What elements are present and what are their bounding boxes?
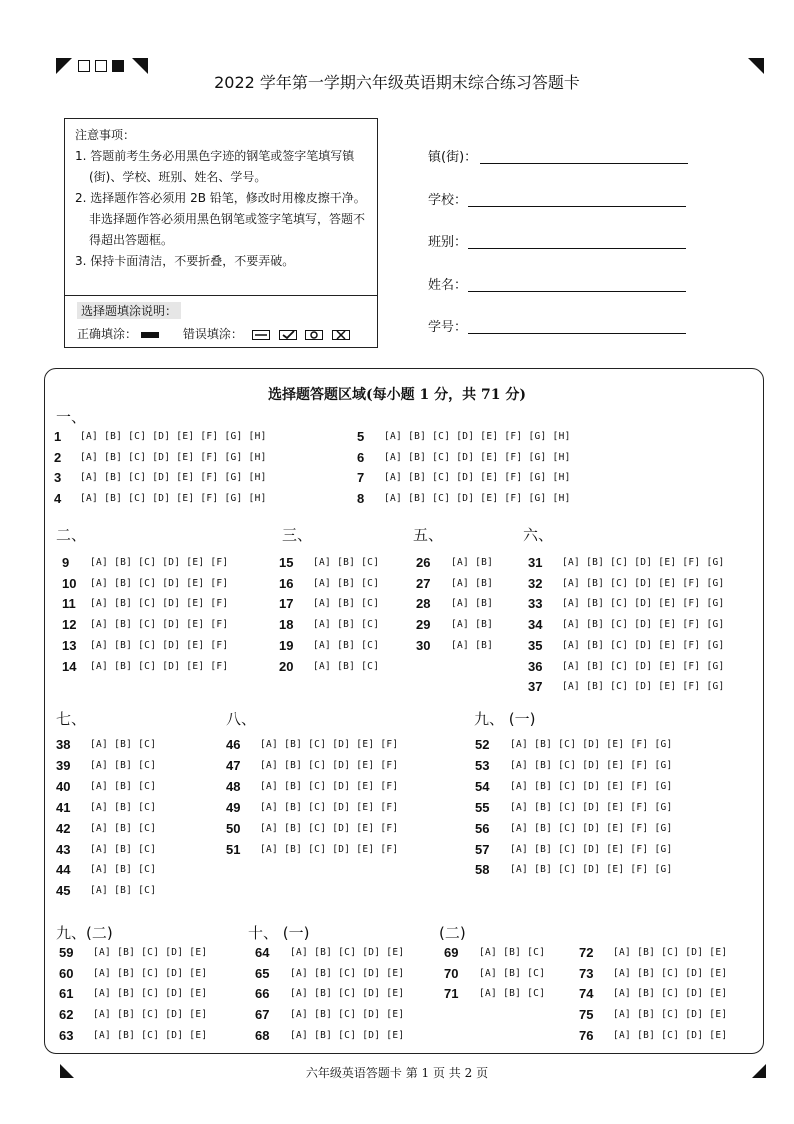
question-number: 58	[475, 862, 490, 878]
answer-bubbles-q9[interactable]: [A] [B] [C] [D] [E] [F]	[90, 557, 229, 568]
answer-bubbles-q2[interactable]: [A] [B] [C] [D] [E] [F] [G] [H]	[80, 451, 267, 463]
answer-bubbles-q17[interactable]: [A] [B] [C]	[313, 598, 380, 610]
question-number: 51	[226, 841, 241, 857]
question-number: 12	[62, 617, 77, 633]
question-number: 49	[226, 799, 241, 815]
answer-bubbles-q59[interactable]: [A] [B] [C] [D] [E]	[93, 947, 208, 958]
section-label: 七、	[56, 710, 87, 728]
answer-bubbles-q66[interactable]: [A] [B] [C] [D] [E]	[290, 988, 405, 1000]
question-number: 48	[226, 778, 241, 794]
answer-bubbles-q19[interactable]: [A] [B] [C]	[313, 639, 380, 651]
question-number: 35	[528, 637, 543, 653]
answer-bubbles-q60[interactable]: [A] [B] [C] [D] [E]	[93, 967, 208, 979]
answer-bubbles-q62[interactable]: [A] [B] [C] [D] [E]	[93, 1009, 208, 1021]
question-number: 52	[475, 737, 490, 752]
question-number: 59	[59, 945, 74, 960]
section-label: 十、 (一)	[248, 924, 310, 942]
legend-correct-label: 正确填涂：	[77, 327, 138, 341]
answer-bubbles-q67[interactable]: [A] [B] [C] [D] [E]	[290, 1009, 405, 1021]
answer-bubbles-q31[interactable]: [A] [B] [C] [D] [E] [F] [G]	[562, 557, 725, 568]
question-number: 17	[279, 596, 294, 612]
question-number: 19	[279, 637, 294, 653]
question-number: 18	[279, 617, 294, 633]
wrong-mark-circle	[305, 330, 323, 340]
correct-mark-sample	[141, 332, 159, 338]
wrong-mark-dash	[252, 330, 270, 340]
answer-bubbles-q55[interactable]: [A] [B] [C] [D] [E] [F] [G]	[510, 801, 673, 813]
question-number: 8	[357, 491, 365, 507]
info-field-student-id[interactable]	[428, 316, 467, 335]
instruction-item: 3. 保持卡面清洁，不要折叠，不要弄破。	[75, 254, 295, 268]
answer-bubbles-q42[interactable]: [A] [B] [C]	[90, 822, 157, 834]
answer-bubbles-q10[interactable]: [A] [B] [C] [D] [E] [F]	[90, 577, 229, 589]
question-number: 67	[255, 1007, 270, 1023]
answer-bubbles-q1[interactable]: [A] [B] [C] [D] [E] [F] [G] [H]	[80, 431, 267, 442]
question-number: 64	[255, 945, 270, 960]
answer-bubbles-q27[interactable]: [A] [B]	[451, 577, 494, 589]
answer-bubbles-q34[interactable]: [A] [B] [C] [D] [E] [F] [G]	[562, 619, 725, 631]
answer-bubbles-q26[interactable]: [A] [B]	[451, 557, 494, 568]
answer-bubbles-q72[interactable]: [A] [B] [C] [D] [E]	[613, 947, 728, 958]
section-label: 一、	[56, 408, 87, 426]
answer-bubbles-q8[interactable]: [A] [B] [C] [D] [E] [F] [G] [H]	[384, 493, 571, 505]
answer-bubbles-q32[interactable]: [A] [B] [C] [D] [E] [F] [G]	[562, 577, 725, 589]
answer-bubbles-q46[interactable]: [A] [B] [C] [D] [E] [F]	[260, 739, 399, 750]
answer-bubbles-q15[interactable]: [A] [B] [C]	[313, 557, 380, 568]
question-number: 43	[56, 841, 71, 857]
answer-bubbles-q44[interactable]: [A] [B] [C]	[90, 864, 157, 876]
wrong-mark-check	[279, 330, 297, 340]
question-number: 2	[54, 449, 62, 465]
question-number: 9	[62, 555, 70, 570]
question-number: 39	[56, 757, 71, 773]
answer-bubbles-q4[interactable]: [A] [B] [C] [D] [E] [F] [G] [H]	[80, 493, 267, 505]
section-label: 八、	[226, 710, 257, 728]
answer-bubbles-q61[interactable]: [A] [B] [C] [D] [E]	[93, 988, 208, 1000]
question-number: 74	[579, 986, 594, 1002]
section-label: 九、 (一)	[474, 710, 536, 728]
question-number: 75	[579, 1007, 594, 1023]
question-number: 60	[59, 965, 74, 981]
answer-bubbles-q38[interactable]: [A] [B] [C]	[90, 739, 157, 750]
question-number: 41	[56, 799, 71, 815]
answer-bubbles-q49[interactable]: [A] [B] [C] [D] [E] [F]	[260, 801, 399, 813]
answer-bubbles-q41[interactable]: [A] [B] [C]	[90, 801, 157, 813]
question-number: 38	[56, 737, 71, 752]
question-number: 65	[255, 965, 270, 981]
question-number: 47	[226, 757, 241, 773]
answer-bubbles-q11[interactable]: [A] [B] [C] [D] [E] [F]	[90, 598, 229, 610]
question-number: 66	[255, 986, 270, 1002]
question-number: 55	[475, 799, 490, 815]
info-field-name[interactable]	[428, 274, 467, 293]
question-number: 69	[444, 945, 459, 960]
question-number: 53	[475, 757, 490, 773]
answer-bubbles-q7[interactable]: [A] [B] [C] [D] [E] [F] [G] [H]	[384, 472, 571, 484]
answer-bubbles-q5[interactable]: [A] [B] [C] [D] [E] [F] [G] [H]	[384, 431, 571, 442]
info-field-town[interactable]	[428, 146, 477, 165]
question-number: 40	[56, 778, 71, 794]
question-number: 63	[59, 1027, 74, 1043]
question-number: 10	[62, 575, 77, 591]
question-number: 44	[56, 862, 71, 878]
answer-bubbles-q13[interactable]: [A] [B] [C] [D] [E] [F]	[90, 639, 229, 651]
section-label: 二、	[56, 526, 87, 544]
answer-bubbles-q3[interactable]: [A] [B] [C] [D] [E] [F] [G] [H]	[80, 472, 267, 484]
question-number: 54	[475, 778, 490, 794]
answer-bubbles-q20[interactable]: [A] [B] [C]	[313, 660, 380, 672]
answer-bubbles-q14[interactable]: [A] [B] [C] [D] [E] [F]	[90, 660, 229, 672]
info-label: 姓名：	[428, 278, 468, 293]
question-number: 7	[357, 470, 365, 486]
question-number: 68	[255, 1027, 270, 1043]
question-number: 5	[357, 429, 365, 444]
question-number: 71	[444, 986, 459, 1002]
info-label: 学校：	[428, 193, 468, 208]
wrong-mark-cross	[332, 330, 350, 340]
answer-bubbles-q45[interactable]: [A] [B] [C]	[90, 885, 157, 897]
question-number: 76	[579, 1027, 594, 1043]
section-label: 三、	[282, 526, 313, 544]
answer-bubbles-q73[interactable]: [A] [B] [C] [D] [E]	[613, 967, 728, 979]
answer-bubbles-q65[interactable]: [A] [B] [C] [D] [E]	[290, 967, 405, 979]
answer-bubbles-q48[interactable]: [A] [B] [C] [D] [E] [F]	[260, 780, 399, 792]
answer-bubbles-q64[interactable]: [A] [B] [C] [D] [E]	[290, 947, 405, 958]
question-number: 56	[475, 820, 490, 836]
legend-title: 选择题填涂说明：	[77, 302, 181, 319]
question-number: 30	[416, 637, 431, 653]
answer-bubbles-q74[interactable]: [A] [B] [C] [D] [E]	[613, 988, 728, 1000]
answer-bubbles-q53[interactable]: [A] [B] [C] [D] [E] [F] [G]	[510, 759, 673, 771]
page-title: 2022 学年第一学期六年级英语期末综合练习答题卡	[214, 73, 580, 92]
question-number: 15	[279, 555, 294, 570]
legend-wrong-label: 错误填涂：	[182, 327, 243, 341]
answer-bubbles-q12[interactable]: [A] [B] [C] [D] [E] [F]	[90, 619, 229, 631]
question-number: 20	[279, 658, 294, 674]
answer-area-title: 选择题答题区域(每小题 1 分，共 71 分)	[268, 387, 526, 403]
question-number: 62	[59, 1007, 74, 1023]
answer-bubbles-q40[interactable]: [A] [B] [C]	[90, 780, 157, 792]
answer-bubbles-q18[interactable]: [A] [B] [C]	[313, 619, 380, 631]
answer-bubbles-q57[interactable]: [A] [B] [C] [D] [E] [F] [G]	[510, 843, 673, 855]
answer-bubbles-q69[interactable]: [A] [B] [C]	[479, 947, 546, 958]
fill-legend	[64, 296, 378, 348]
info-field-school[interactable]	[428, 189, 467, 208]
question-number: 26	[416, 555, 431, 570]
question-number: 72	[579, 945, 594, 960]
instruction-item: 2. 选择题作答必须用 2B 铅笔，修改时用橡皮擦干净。非选择题作答必须用黑色钢笔或签字笔填写，答题不得超出答题框。	[75, 191, 366, 247]
info-label: 学号：	[428, 320, 468, 335]
question-number: 31	[528, 555, 543, 570]
question-number: 13	[62, 637, 77, 653]
question-number: 37	[528, 679, 543, 695]
answer-bubbles-q37[interactable]: [A] [B] [C] [D] [E] [F] [G]	[562, 681, 725, 693]
info-field-class[interactable]	[428, 231, 467, 250]
answer-bubbles-q56[interactable]: [A] [B] [C] [D] [E] [F] [G]	[510, 822, 673, 834]
answer-bubbles-q36[interactable]: [A] [B] [C] [D] [E] [F] [G]	[562, 660, 725, 672]
question-number: 29	[416, 617, 431, 633]
answer-bubbles-q28[interactable]: [A] [B]	[451, 598, 494, 610]
question-number: 46	[226, 737, 241, 752]
section-label: 五、	[413, 526, 444, 544]
answer-bubbles-q76[interactable]: [A] [B] [C] [D] [E]	[613, 1029, 728, 1041]
answer-bubbles-q30[interactable]: [A] [B]	[451, 639, 494, 651]
answer-bubbles-q50[interactable]: [A] [B] [C] [D] [E] [F]	[260, 822, 399, 834]
question-number: 73	[579, 965, 594, 981]
info-label: 镇(街)：	[428, 150, 478, 165]
question-number: 45	[56, 883, 71, 899]
question-number: 3	[54, 470, 62, 486]
section-label: (二)	[439, 924, 466, 942]
instruction-item: 1. 答题前考生务必用黑色字迹的钢笔或签字笔填写镇(街)、学校、班别、姓名、学号。	[75, 149, 355, 184]
question-number: 16	[279, 575, 294, 591]
answer-bubbles-q29[interactable]: [A] [B]	[451, 619, 494, 631]
answer-bubbles-q33[interactable]: [A] [B] [C] [D] [E] [F] [G]	[562, 598, 725, 610]
question-number: 28	[416, 596, 431, 612]
answer-bubbles-q75[interactable]: [A] [B] [C] [D] [E]	[613, 1009, 728, 1021]
answer-bubbles-q35[interactable]: [A] [B] [C] [D] [E] [F] [G]	[562, 639, 725, 651]
question-number: 57	[475, 841, 490, 857]
question-number: 33	[528, 596, 543, 612]
question-number: 36	[528, 658, 543, 674]
question-number: 1	[54, 429, 62, 444]
instructions-box	[64, 118, 378, 296]
question-number: 50	[226, 820, 241, 836]
question-number: 34	[528, 617, 543, 633]
question-number: 42	[56, 820, 71, 836]
question-number: 4	[54, 491, 62, 507]
answer-bubbles-q16[interactable]: [A] [B] [C]	[313, 577, 380, 589]
question-number: 14	[62, 658, 77, 674]
question-number: 11	[62, 596, 76, 612]
answer-bubbles-q68[interactable]: [A] [B] [C] [D] [E]	[290, 1029, 405, 1041]
answer-bubbles-q52[interactable]: [A] [B] [C] [D] [E] [F] [G]	[510, 739, 673, 750]
answer-bubbles-q51[interactable]: [A] [B] [C] [D] [E] [F]	[260, 843, 399, 855]
answer-bubbles-q47[interactable]: [A] [B] [C] [D] [E] [F]	[260, 759, 399, 771]
info-label: 班别：	[428, 235, 468, 250]
question-number: 32	[528, 575, 543, 591]
answer-bubbles-q71[interactable]: [A] [B] [C]	[479, 988, 546, 1000]
question-number: 61	[59, 986, 74, 1002]
answer-bubbles-q70[interactable]: [A] [B] [C]	[479, 967, 546, 979]
section-label: 六、	[523, 526, 554, 544]
answer-bubbles-q39[interactable]: [A] [B] [C]	[90, 759, 157, 771]
question-number: 70	[444, 965, 459, 981]
answer-bubbles-q43[interactable]: [A] [B] [C]	[90, 843, 157, 855]
page-footer: 六年级英语答题卡 第 1 页 共 2 页	[305, 1066, 489, 1080]
question-number: 6	[357, 449, 365, 465]
section-label: 九、(二)	[56, 924, 113, 942]
answer-bubbles-q54[interactable]: [A] [B] [C] [D] [E] [F] [G]	[510, 780, 673, 792]
question-number: 27	[416, 575, 431, 591]
answer-bubbles-q63[interactable]: [A] [B] [C] [D] [E]	[93, 1029, 208, 1041]
answer-bubbles-q6[interactable]: [A] [B] [C] [D] [E] [F] [G] [H]	[384, 451, 571, 463]
instructions-heading: 注意事项：	[75, 128, 136, 142]
answer-bubbles-q58[interactable]: [A] [B] [C] [D] [E] [F] [G]	[510, 864, 673, 876]
